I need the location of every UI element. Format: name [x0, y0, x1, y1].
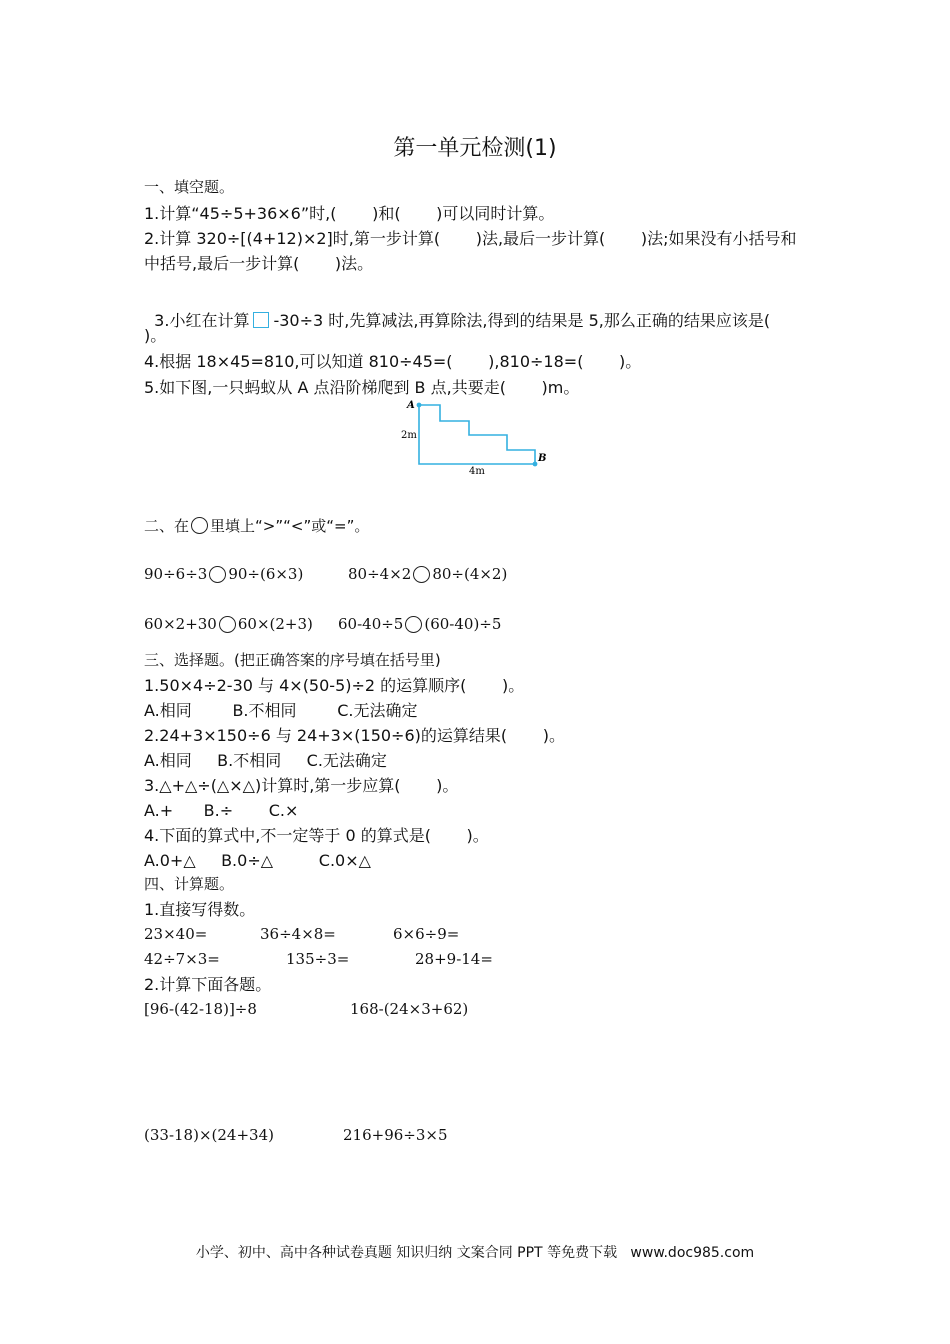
calc-item: 28+9-14= [415, 950, 493, 968]
question-1-3-line2: )。 [144, 326, 167, 345]
compare-circle-icon [219, 616, 236, 633]
compare-left: 60-40÷5 [338, 615, 404, 633]
section4-sub2: 2.计算下面各题。 [144, 975, 272, 994]
question-1-3-prefix: 3.小红在计算 [154, 311, 250, 331]
staircase-figure [395, 395, 555, 475]
compare-circle-icon [413, 566, 430, 583]
question-1-5: 5.如下图,一只蚂蚁从 A 点沿阶梯爬到 B 点,共要走( )m。 [144, 378, 580, 397]
question-3-3: 3.△+△÷(△×△)计算时,第一步应算( )。 [144, 776, 459, 795]
point-b-marker [533, 462, 538, 467]
point-a-marker [417, 403, 422, 408]
section2-heading-prefix: 二、在 [144, 517, 190, 535]
question-3-3-options: A.+ B.÷ C.× [144, 801, 299, 820]
compare-item [338, 615, 501, 633]
compare-item [144, 615, 313, 633]
compare-right: 80÷(4×2) [432, 565, 508, 583]
calc-item: (33-18)×(24+34) [144, 1126, 274, 1144]
question-1-4: 4.根据 18×45=810,可以知道 810÷45=( ),810÷18=( )。 [144, 352, 642, 371]
calc-item: 135÷3= [286, 950, 350, 968]
section2-heading-suffix: 里填上“>”“<”或“=”。 [210, 517, 370, 535]
compare-item [348, 565, 507, 583]
point-b-label: B [538, 453, 547, 464]
point-a-label: A [407, 400, 415, 411]
staircase-outline [419, 405, 535, 464]
question-1-2-line2: 中括号,最后一步计算( )法。 [144, 254, 374, 273]
calc-item: 42÷7×3= [144, 950, 220, 968]
compare-right: 60×(2+3) [237, 615, 313, 633]
calc-item: [96-(42-18)]÷8 [144, 1000, 257, 1018]
question-1-3-suffix: -30÷3 时,先算减法,再算除法,得到的结果是 5,那么正确的结果应该是( [273, 311, 771, 331]
compare-left: 80÷4×2 [348, 565, 412, 583]
footer-text: 小学、初中、高中各种试卷真题 知识归纳 文案合同 PPT 等免费下载 www.doc985.com [195, 1245, 755, 1261]
section3-heading: 三、选择题。(把正确答案的序号填在括号里) [144, 651, 441, 669]
question-3-4: 4.下面的算式中,不一定等于 0 的算式是( )。 [144, 826, 489, 845]
section4-sub1: 1.直接写得数。 [144, 900, 256, 919]
compare-left: 90÷6÷3 [144, 565, 208, 583]
question-3-2-options: A.相同 B.不相同 C.无法确定 [144, 751, 387, 770]
calc-item: 23×40= [144, 925, 208, 943]
page-title: 第一单元检测(1) [393, 136, 557, 161]
question-3-4-options: A.0+△ B.0÷△ C.0×△ [144, 851, 371, 870]
question-1-2-line1: 2.计算 320÷[(4+12)×2]时,第一步计算( )法,最后一步计算( )法;如果没有小括号和 [144, 229, 797, 248]
question-3-1-options: A.相同 B.不相同 C.无法确定 [144, 701, 418, 720]
compare-circle-icon [405, 616, 422, 633]
compare-right: 90÷(6×3) [228, 565, 304, 583]
question-1-3 [144, 292, 770, 330]
compare-item [144, 565, 303, 583]
width-label: 4m [469, 466, 485, 475]
compare-circle-icon [191, 517, 208, 534]
compare-left: 60×2+30 [144, 615, 217, 633]
compare-right: (60-40)÷5 [424, 615, 502, 633]
calc-item: 168-(24×3+62) [350, 1000, 469, 1018]
question-3-2: 2.24+3×150÷6 与 24+3×(150÷6)的运算结果( )。 [144, 726, 565, 745]
question-1-1: 1.计算“45÷5+36×6”时,( )和( )可以同时计算。 [144, 204, 555, 223]
calc-item: 6×6÷9= [393, 925, 460, 943]
question-3-1: 1.50×4÷2-30 与 4×(50-5)÷2 的运算顺序( )。 [144, 676, 525, 695]
height-label: 2m [401, 430, 417, 441]
calc-item: 216+96÷3×5 [343, 1126, 448, 1144]
section1-heading: 一、填空题。 [144, 178, 235, 196]
section4-heading: 四、计算题。 [144, 875, 235, 893]
compare-circle-icon [209, 566, 226, 583]
section2-heading [144, 515, 369, 536]
blank-square-icon [253, 312, 269, 328]
calc-item: 36÷4×8= [260, 925, 336, 943]
